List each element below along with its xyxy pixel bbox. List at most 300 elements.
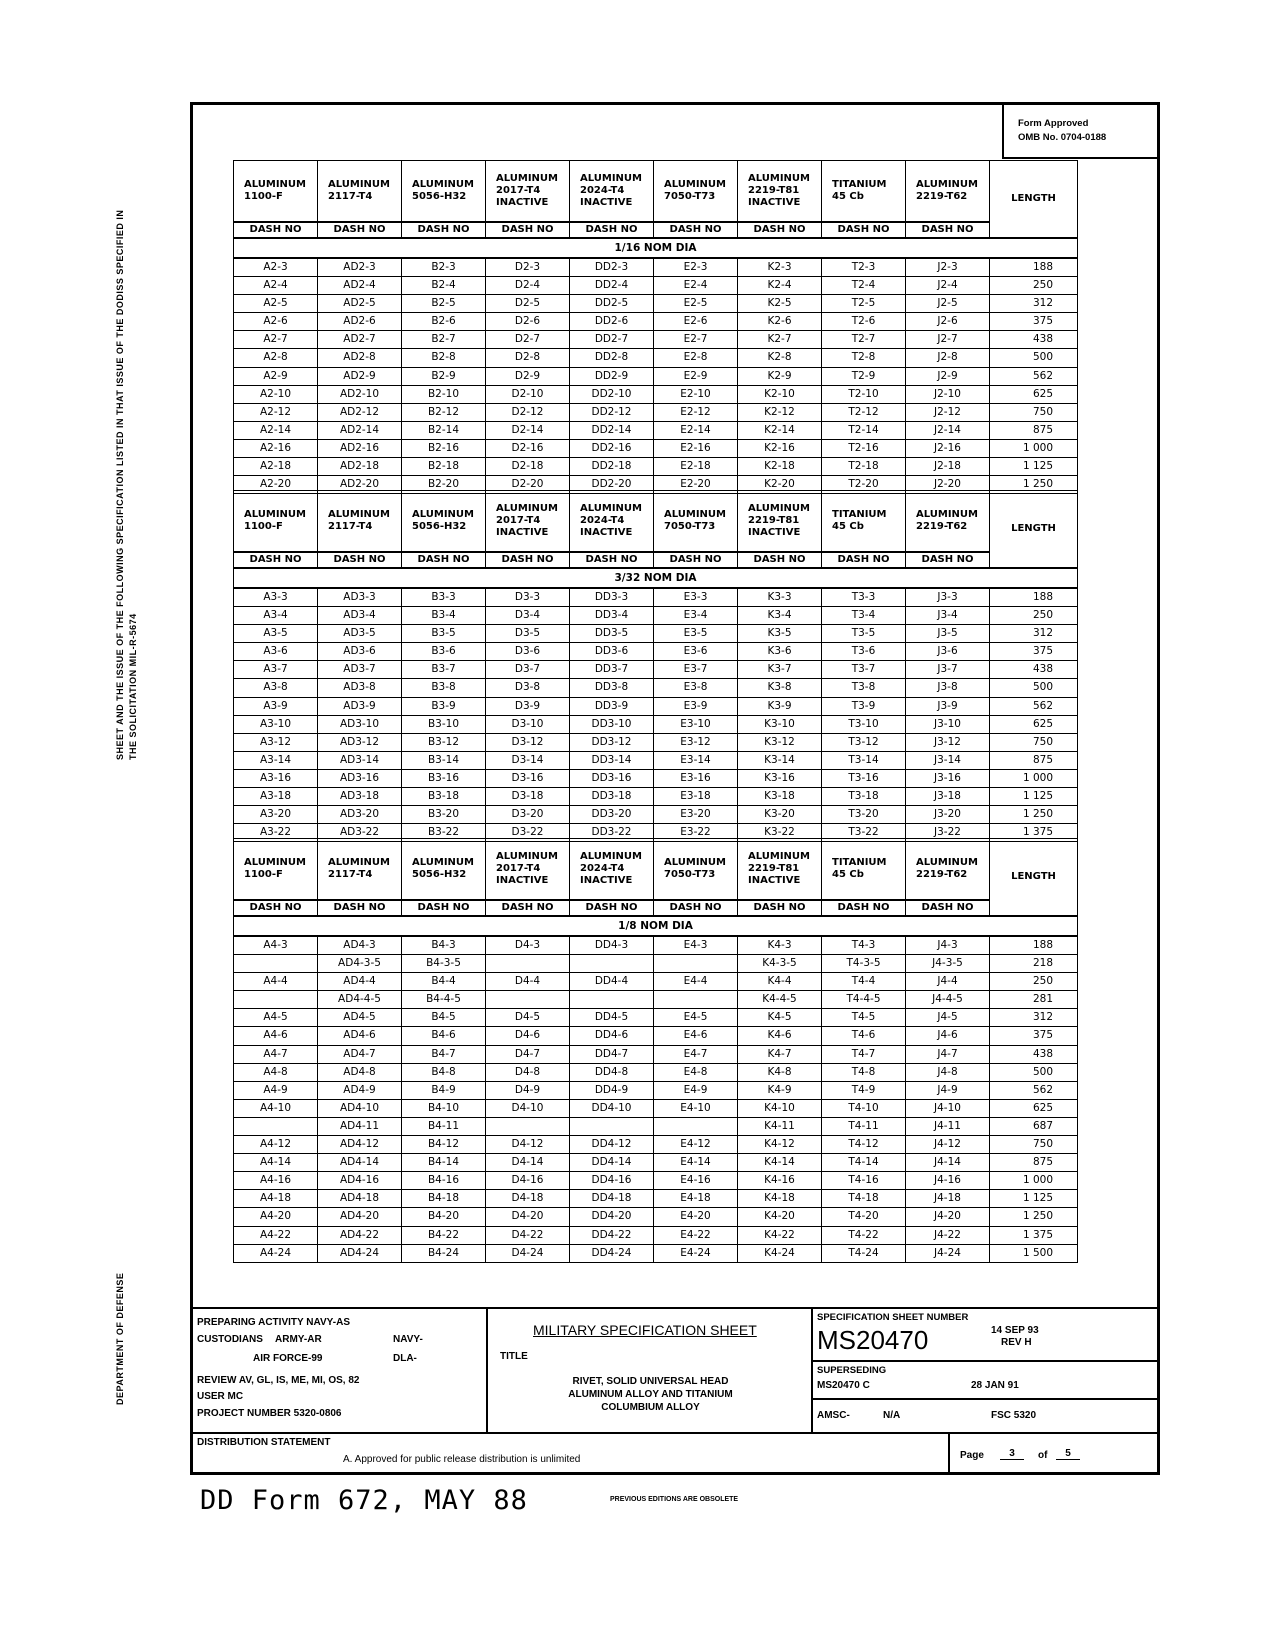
dash-number: J4-22 bbox=[906, 1226, 990, 1244]
dash-number: AD3-20 bbox=[318, 806, 402, 824]
dash-number: E2-4 bbox=[654, 277, 738, 295]
dash-number: A2-20 bbox=[234, 476, 318, 494]
table-row bbox=[234, 349, 1078, 367]
dash-no-label: DASH NO bbox=[486, 552, 570, 568]
dash-number: AD4-8 bbox=[318, 1063, 402, 1081]
dash-number: J2-4 bbox=[906, 277, 990, 295]
amsc-block bbox=[813, 1400, 1157, 1432]
dash-number: K2-5 bbox=[738, 295, 822, 313]
dash-number: J4-12 bbox=[906, 1136, 990, 1154]
dash-number: K3-9 bbox=[738, 697, 822, 715]
dash-number: E3-20 bbox=[654, 806, 738, 824]
dash-number: E3-12 bbox=[654, 733, 738, 751]
length-value: 562 bbox=[990, 697, 1078, 715]
nominal-diameter: 1/16 NOM DIA bbox=[234, 238, 1078, 258]
length-value: 312 bbox=[990, 1009, 1078, 1027]
dash-number: E3-22 bbox=[654, 824, 738, 842]
dash-number bbox=[570, 1117, 654, 1135]
material-header-line: ALUMINUM bbox=[916, 857, 978, 868]
material-header-line: 2024-T4 bbox=[580, 515, 625, 526]
dash-no-label: DASH NO bbox=[822, 222, 906, 238]
length-value: 625 bbox=[990, 1099, 1078, 1117]
dash-number: E4-20 bbox=[654, 1208, 738, 1226]
dash-no-label: DASH NO bbox=[906, 222, 990, 238]
dash-number: D3-12 bbox=[486, 733, 570, 751]
dash-number: AD4-22 bbox=[318, 1226, 402, 1244]
dash-number: J3-20 bbox=[906, 806, 990, 824]
dash-number: B3-8 bbox=[402, 679, 486, 697]
dash-number: K4-12 bbox=[738, 1136, 822, 1154]
dash-number: K3-12 bbox=[738, 733, 822, 751]
material-header-line: 45 Cb bbox=[832, 191, 864, 202]
material-header-line: ALUMINUM bbox=[328, 179, 390, 190]
custodian-army: ARMY-AR bbox=[275, 1334, 322, 1345]
dash-number: D3-8 bbox=[486, 679, 570, 697]
dash-number: K2-7 bbox=[738, 331, 822, 349]
superseding-number: MS20470 C bbox=[817, 1380, 870, 1391]
material-header-line: 2219-T62 bbox=[916, 521, 968, 532]
table-row bbox=[234, 295, 1078, 313]
dash-number: B2-9 bbox=[402, 367, 486, 385]
dash-number: AD4-16 bbox=[318, 1172, 402, 1190]
dash-number: B2-10 bbox=[402, 385, 486, 403]
dash-number: A4-9 bbox=[234, 1081, 318, 1099]
dash-number: E4-7 bbox=[654, 1045, 738, 1063]
rivet-table-3-32 bbox=[233, 490, 1078, 842]
table-row bbox=[234, 1063, 1078, 1081]
material-header-line: ALUMINUM bbox=[412, 179, 474, 190]
nominal-diameter-row bbox=[234, 916, 1078, 936]
dash-number: A3-5 bbox=[234, 625, 318, 643]
table-row bbox=[234, 1226, 1078, 1244]
dash-number: K3-5 bbox=[738, 625, 822, 643]
dash-number: E3-14 bbox=[654, 751, 738, 769]
material-header-line: 2024-T4 bbox=[580, 863, 625, 874]
dash-number: K3-4 bbox=[738, 607, 822, 625]
dash-number: A4-10 bbox=[234, 1099, 318, 1117]
dash-number: AD4-3 bbox=[318, 936, 402, 955]
table-row bbox=[234, 313, 1078, 331]
material-header-line: ALUMINUM bbox=[580, 851, 642, 862]
dash-number: K3-7 bbox=[738, 661, 822, 679]
dash-number: J3-12 bbox=[906, 733, 990, 751]
dash-number: B3-16 bbox=[402, 769, 486, 787]
dash-number: A4-22 bbox=[234, 1226, 318, 1244]
length-value: 1 125 bbox=[990, 788, 1078, 806]
dash-number: B2-18 bbox=[402, 458, 486, 476]
dash-number: A3-22 bbox=[234, 824, 318, 842]
dash-number: E2-6 bbox=[654, 313, 738, 331]
dash-number: A3-12 bbox=[234, 733, 318, 751]
material-header bbox=[234, 491, 318, 553]
dash-number: AD3-22 bbox=[318, 824, 402, 842]
dash-no-label: DASH NO bbox=[570, 900, 654, 916]
dash-number bbox=[234, 1117, 318, 1135]
dash-number: A2-10 bbox=[234, 385, 318, 403]
material-header-line: TITANIUM bbox=[832, 179, 887, 190]
dash-number: T3-14 bbox=[822, 751, 906, 769]
dash-no-label: DASH NO bbox=[234, 900, 318, 916]
table-row bbox=[234, 806, 1078, 824]
dash-no-label: DASH NO bbox=[738, 222, 822, 238]
dash-number: K4-10 bbox=[738, 1099, 822, 1117]
dash-number bbox=[654, 955, 738, 973]
dash-number: E4-12 bbox=[654, 1136, 738, 1154]
dash-number: B3-4 bbox=[402, 607, 486, 625]
material-header bbox=[318, 161, 402, 223]
dash-number: D4-5 bbox=[486, 1009, 570, 1027]
dash-number: J4-8 bbox=[906, 1063, 990, 1081]
dash-number: DD3-14 bbox=[570, 751, 654, 769]
dash-number: T2-6 bbox=[822, 313, 906, 331]
table-row bbox=[234, 277, 1078, 295]
dash-number: D3-16 bbox=[486, 769, 570, 787]
material-header-line: 5056-H32 bbox=[412, 521, 467, 532]
dash-number: DD3-20 bbox=[570, 806, 654, 824]
dash-number bbox=[654, 991, 738, 1009]
dash-number: A2-4 bbox=[234, 277, 318, 295]
spec-number-block bbox=[813, 1309, 1157, 1362]
table-row bbox=[234, 1208, 1078, 1226]
dash-number: D3-9 bbox=[486, 697, 570, 715]
dash-number: T3-10 bbox=[822, 715, 906, 733]
dash-number: DD2-18 bbox=[570, 458, 654, 476]
dash-number: B3-10 bbox=[402, 715, 486, 733]
length-value: 1 250 bbox=[990, 476, 1078, 494]
length-value: 750 bbox=[990, 403, 1078, 421]
table-row bbox=[234, 769, 1078, 787]
dash-number: J4-11 bbox=[906, 1117, 990, 1135]
dash-number: E4-4 bbox=[654, 973, 738, 991]
length-value: 188 bbox=[990, 258, 1078, 277]
dash-number: DD4-3 bbox=[570, 936, 654, 955]
dash-number: B4-8 bbox=[402, 1063, 486, 1081]
table-row bbox=[234, 751, 1078, 769]
dash-number: AD3-12 bbox=[318, 733, 402, 751]
nominal-diameter-row bbox=[234, 238, 1078, 258]
dash-number: AD3-9 bbox=[318, 697, 402, 715]
dash-no-row bbox=[234, 552, 1078, 568]
dash-number: J2-9 bbox=[906, 367, 990, 385]
table-row bbox=[234, 607, 1078, 625]
table-row bbox=[234, 403, 1078, 421]
dash-number: K4-14 bbox=[738, 1154, 822, 1172]
rivet-table-1-16 bbox=[233, 160, 1078, 494]
table-row bbox=[234, 697, 1078, 715]
dash-number: K3-20 bbox=[738, 806, 822, 824]
dash-number: E3-9 bbox=[654, 697, 738, 715]
dash-number: K4-3 bbox=[738, 936, 822, 955]
dash-number: B4-24 bbox=[402, 1244, 486, 1262]
table-row bbox=[234, 661, 1078, 679]
dash-number: J2-8 bbox=[906, 349, 990, 367]
material-header bbox=[822, 491, 906, 553]
dash-number: B2-3 bbox=[402, 258, 486, 277]
dash-number: DD3-12 bbox=[570, 733, 654, 751]
material-header bbox=[234, 839, 318, 901]
material-header-line: 5056-H32 bbox=[412, 869, 467, 880]
dash-number: D2-14 bbox=[486, 421, 570, 439]
dash-no-label: DASH NO bbox=[318, 222, 402, 238]
dash-number: DD3-9 bbox=[570, 697, 654, 715]
dash-number: AD2-4 bbox=[318, 277, 402, 295]
dash-number: AD4-24 bbox=[318, 1244, 402, 1262]
dash-number: K3-3 bbox=[738, 588, 822, 607]
dash-number: AD4-9 bbox=[318, 1081, 402, 1099]
amsc-label: AMSC- bbox=[817, 1410, 850, 1421]
material-header bbox=[318, 839, 402, 901]
length-value: 188 bbox=[990, 588, 1078, 607]
length-value: 1 500 bbox=[990, 1244, 1078, 1262]
material-header bbox=[486, 161, 570, 223]
material-header-line: INACTIVE bbox=[748, 875, 801, 886]
dash-number: D3-7 bbox=[486, 661, 570, 679]
dash-number: A2-9 bbox=[234, 367, 318, 385]
material-header-line: ALUMINUM bbox=[916, 509, 978, 520]
dash-number: DD3-10 bbox=[570, 715, 654, 733]
dash-number: D3-5 bbox=[486, 625, 570, 643]
table-row bbox=[234, 439, 1078, 457]
dash-number: K4-7 bbox=[738, 1045, 822, 1063]
dash-number: T4-8 bbox=[822, 1063, 906, 1081]
material-header bbox=[402, 161, 486, 223]
table-row bbox=[234, 643, 1078, 661]
dash-number: K4-22 bbox=[738, 1226, 822, 1244]
margin-note-line1: SHEET AND THE ISSUE OF THE FOLLOWING SPECIFICATION LISTED IN THAT ISSUE OF THE DODISS SPECIFIED IN bbox=[115, 209, 125, 760]
material-header bbox=[570, 839, 654, 901]
dash-number: DD4-8 bbox=[570, 1063, 654, 1081]
dash-no-label: DASH NO bbox=[570, 552, 654, 568]
dash-no-label: DASH NO bbox=[654, 900, 738, 916]
dash-number: T2-3 bbox=[822, 258, 906, 277]
material-header bbox=[654, 839, 738, 901]
user-activities: USER MC bbox=[197, 1391, 244, 1402]
length-header: LENGTH bbox=[990, 839, 1078, 917]
dash-number: K2-9 bbox=[738, 367, 822, 385]
dash-number: D4-6 bbox=[486, 1027, 570, 1045]
dash-number: J4-14 bbox=[906, 1154, 990, 1172]
dash-number: J3-16 bbox=[906, 769, 990, 787]
dash-number: DD2-7 bbox=[570, 331, 654, 349]
dash-number: T2-12 bbox=[822, 403, 906, 421]
dash-number: J2-7 bbox=[906, 331, 990, 349]
dash-number: B4-7 bbox=[402, 1045, 486, 1063]
dash-no-label: DASH NO bbox=[570, 222, 654, 238]
material-header bbox=[654, 161, 738, 223]
custodians-label: CUSTODIANS bbox=[197, 1334, 263, 1345]
dash-number: E4-16 bbox=[654, 1172, 738, 1190]
dash-number: D4-3 bbox=[486, 936, 570, 955]
dash-number: A4-8 bbox=[234, 1063, 318, 1081]
length-value: 1 375 bbox=[990, 1226, 1078, 1244]
dash-number: A3-20 bbox=[234, 806, 318, 824]
material-header-line: 2219-T81 bbox=[748, 863, 800, 874]
material-header bbox=[906, 491, 990, 553]
dash-number: AD3-16 bbox=[318, 769, 402, 787]
material-header bbox=[486, 491, 570, 553]
dash-number: E3-5 bbox=[654, 625, 738, 643]
dash-number: AD2-5 bbox=[318, 295, 402, 313]
material-header bbox=[486, 839, 570, 901]
page-number-block bbox=[948, 1432, 1157, 1472]
material-header bbox=[234, 161, 318, 223]
dash-number: E3-10 bbox=[654, 715, 738, 733]
dash-number: K2-10 bbox=[738, 385, 822, 403]
dash-number: J3-4 bbox=[906, 607, 990, 625]
dash-number: E3-6 bbox=[654, 643, 738, 661]
length-value: 375 bbox=[990, 643, 1078, 661]
dash-number: K4-3-5 bbox=[738, 955, 822, 973]
table-row bbox=[234, 733, 1078, 751]
dash-number: J4-3-5 bbox=[906, 955, 990, 973]
material-header bbox=[822, 839, 906, 901]
dash-number: K3-14 bbox=[738, 751, 822, 769]
dash-number: J4-7 bbox=[906, 1045, 990, 1063]
dash-number: J3-5 bbox=[906, 625, 990, 643]
dash-no-label: DASH NO bbox=[906, 552, 990, 568]
dash-number: B2-12 bbox=[402, 403, 486, 421]
dash-number: AD3-4 bbox=[318, 607, 402, 625]
dash-number: D3-6 bbox=[486, 643, 570, 661]
dash-number: K4-4-5 bbox=[738, 991, 822, 1009]
dash-number: T4-20 bbox=[822, 1208, 906, 1226]
dash-number: E4-18 bbox=[654, 1190, 738, 1208]
dash-number: T2-8 bbox=[822, 349, 906, 367]
dash-number: D2-4 bbox=[486, 277, 570, 295]
dash-number: T3-5 bbox=[822, 625, 906, 643]
dash-number: T4-16 bbox=[822, 1172, 906, 1190]
dash-number: B3-3 bbox=[402, 588, 486, 607]
title-label: TITLE bbox=[500, 1351, 528, 1362]
dash-number: K4-5 bbox=[738, 1009, 822, 1027]
dash-number: DD2-16 bbox=[570, 439, 654, 457]
dash-number: A4-12 bbox=[234, 1136, 318, 1154]
dash-number: J2-14 bbox=[906, 421, 990, 439]
length-value: 1 000 bbox=[990, 769, 1078, 787]
dash-number: D3-18 bbox=[486, 788, 570, 806]
dash-number: AD2-16 bbox=[318, 439, 402, 457]
length-value: 687 bbox=[990, 1117, 1078, 1135]
material-header-line: INACTIVE bbox=[748, 527, 801, 538]
dash-number: DD2-3 bbox=[570, 258, 654, 277]
sheet-title: MILITARY SPECIFICATION SHEET bbox=[533, 1322, 757, 1338]
material-header-line: ALUMINUM bbox=[748, 173, 810, 184]
table-row bbox=[234, 1009, 1078, 1027]
length-value: 188 bbox=[990, 936, 1078, 955]
dash-number: AD4-12 bbox=[318, 1136, 402, 1154]
dash-number: D4-8 bbox=[486, 1063, 570, 1081]
table-row bbox=[234, 331, 1078, 349]
length-value: 1 250 bbox=[990, 806, 1078, 824]
distribution-statement: A. Approved for public release distribution is unlimited bbox=[343, 1454, 581, 1465]
dash-number: E4-22 bbox=[654, 1226, 738, 1244]
dash-number: B4-3-5 bbox=[402, 955, 486, 973]
dash-number: E4-3 bbox=[654, 936, 738, 955]
dash-number: B4-16 bbox=[402, 1172, 486, 1190]
length-value: 281 bbox=[990, 991, 1078, 1009]
material-header bbox=[318, 491, 402, 553]
table-row bbox=[234, 1099, 1078, 1117]
dash-number: T4-4 bbox=[822, 973, 906, 991]
dash-number: DD4-14 bbox=[570, 1154, 654, 1172]
material-header-line: 45 Cb bbox=[832, 521, 864, 532]
material-header-line: 2017-T4 bbox=[496, 185, 541, 196]
length-value: 375 bbox=[990, 313, 1078, 331]
dash-number: E2-3 bbox=[654, 258, 738, 277]
dash-number: B2-8 bbox=[402, 349, 486, 367]
material-header-line: ALUMINUM bbox=[328, 509, 390, 520]
dash-number: J3-9 bbox=[906, 697, 990, 715]
dash-number: D4-18 bbox=[486, 1190, 570, 1208]
dash-number: J3-7 bbox=[906, 661, 990, 679]
dash-number: A3-8 bbox=[234, 679, 318, 697]
material-header-line: 2117-T4 bbox=[328, 869, 373, 880]
dash-number: A4-24 bbox=[234, 1244, 318, 1262]
dash-number: D4-7 bbox=[486, 1045, 570, 1063]
length-value: 1 000 bbox=[990, 1172, 1078, 1190]
dash-number: D4-4 bbox=[486, 973, 570, 991]
table-row bbox=[234, 1081, 1078, 1099]
dash-number: A2-18 bbox=[234, 458, 318, 476]
dash-number: K2-20 bbox=[738, 476, 822, 494]
dash-number: J2-6 bbox=[906, 313, 990, 331]
material-header bbox=[570, 491, 654, 553]
length-value: 500 bbox=[990, 1063, 1078, 1081]
dash-number: A3-4 bbox=[234, 607, 318, 625]
dash-number: K2-16 bbox=[738, 439, 822, 457]
dash-no-label: DASH NO bbox=[234, 552, 318, 568]
dash-number: B4-11 bbox=[402, 1117, 486, 1135]
material-header bbox=[738, 161, 822, 223]
material-header-line: 7050-T73 bbox=[664, 869, 716, 880]
material-header-line: 1100-F bbox=[244, 521, 283, 532]
dash-number: D4-9 bbox=[486, 1081, 570, 1099]
material-header-line: 7050-T73 bbox=[664, 191, 716, 202]
dash-number: D4-16 bbox=[486, 1172, 570, 1190]
dash-number: D4-12 bbox=[486, 1136, 570, 1154]
dash-number: AD3-8 bbox=[318, 679, 402, 697]
dash-number: DD4-9 bbox=[570, 1081, 654, 1099]
dash-number: J4-18 bbox=[906, 1190, 990, 1208]
length-value: 312 bbox=[990, 625, 1078, 643]
dash-number: E2-16 bbox=[654, 439, 738, 457]
table-row bbox=[234, 367, 1078, 385]
material-header-line: ALUMINUM bbox=[916, 179, 978, 190]
dash-number: B4-4-5 bbox=[402, 991, 486, 1009]
length-value: 625 bbox=[990, 715, 1078, 733]
dash-number: K4-6 bbox=[738, 1027, 822, 1045]
dash-number: J2-5 bbox=[906, 295, 990, 313]
dash-number: AD3-3 bbox=[318, 588, 402, 607]
dash-number: E3-16 bbox=[654, 769, 738, 787]
length-value: 438 bbox=[990, 661, 1078, 679]
superseding-date: 28 JAN 91 bbox=[971, 1380, 1019, 1391]
dash-number: D3-22 bbox=[486, 824, 570, 842]
dash-number: A4-7 bbox=[234, 1045, 318, 1063]
length-value: 750 bbox=[990, 1136, 1078, 1154]
specification-sheet bbox=[190, 102, 1160, 1475]
dash-number: T3-8 bbox=[822, 679, 906, 697]
length-value: 625 bbox=[990, 385, 1078, 403]
spec-sheet-label: SPECIFICATION SHEET NUMBER bbox=[817, 1312, 969, 1323]
dash-number: A3-16 bbox=[234, 769, 318, 787]
length-value: 875 bbox=[990, 751, 1078, 769]
table-row bbox=[234, 1136, 1078, 1154]
dash-number: J4-6 bbox=[906, 1027, 990, 1045]
dash-number: T4-22 bbox=[822, 1226, 906, 1244]
table-row bbox=[234, 955, 1078, 973]
dash-number: T3-7 bbox=[822, 661, 906, 679]
